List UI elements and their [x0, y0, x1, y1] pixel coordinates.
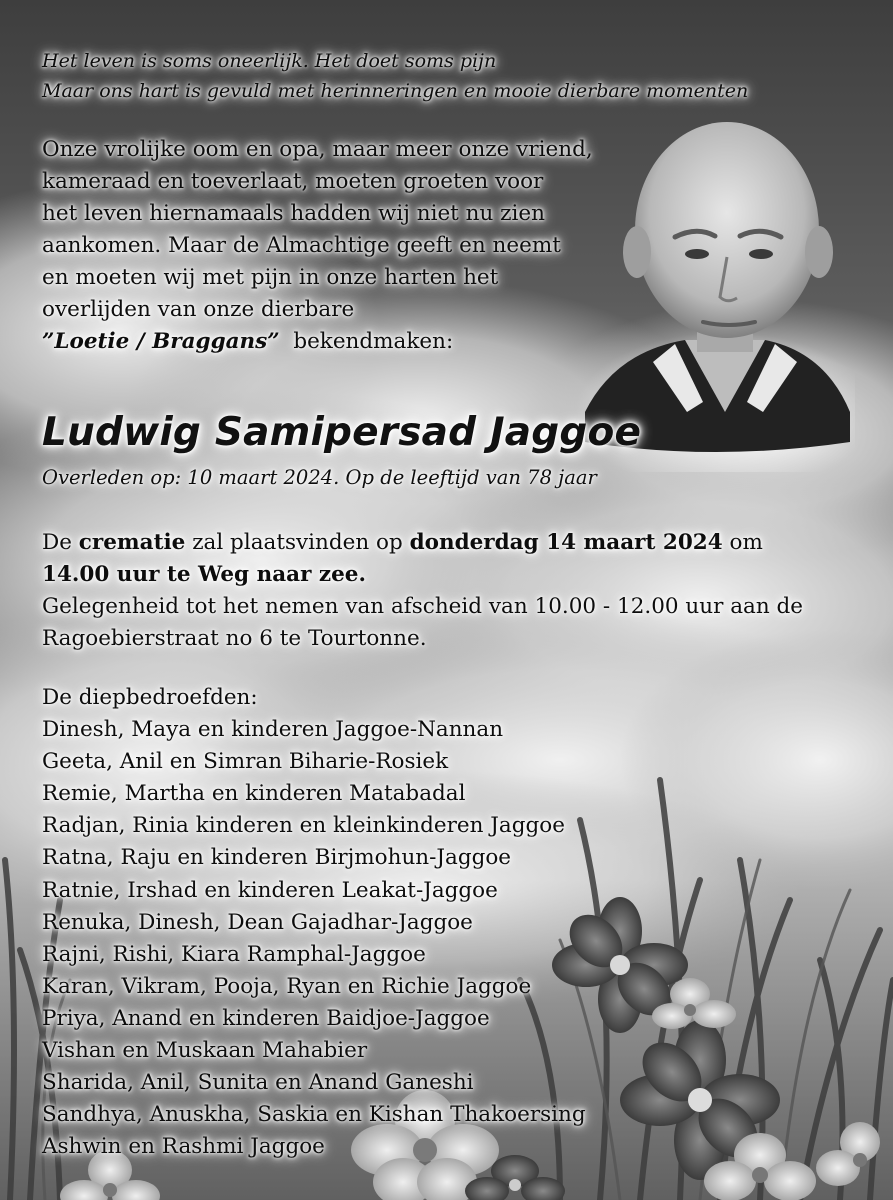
list-item: Remie, Martha en kinderen Matabadal — [42, 781, 466, 807]
intro-line: en moeten wij met pijn in onze harten het — [42, 265, 499, 290]
opening-poem — [42, 46, 802, 106]
intro-nickname-line — [42, 326, 602, 358]
list-item: Sharida, Anil, Sunita en Anand Ganeshi — [42, 1070, 474, 1096]
list-item: Radjan, Rinia kinderen en kleinkinderen Jaggoe — [42, 813, 565, 839]
list-item: Priya, Anand en kinderen Baidjoe-Jaggoe — [42, 1005, 490, 1031]
intro-line: overlijden van onze dierbare — [42, 297, 355, 322]
nickname-suffix: bekendmaken: — [293, 329, 454, 354]
cremation-bold: crematie — [78, 530, 186, 555]
list-item: Rajni, Rishi, Kiara Ramphal-Jaggoe — [42, 941, 426, 967]
list-item: Ratnie, Irshad en kinderen Leakat-Jaggoe — [42, 877, 498, 903]
cremation-line-1 — [42, 527, 862, 559]
cremation-line-2 — [42, 559, 862, 591]
deceased-name: Ludwig Samipersad Jaggoe — [42, 410, 642, 455]
cremation-text: De — [42, 530, 79, 555]
intro-line: aankomen. Maar de Almachtige geeft en neemt — [42, 233, 561, 258]
intro-line: kameraad en toeverlaat, moeten groeten voor — [42, 169, 544, 194]
mourners-heading: De diepbedroefden: — [42, 685, 258, 710]
mourners-list — [42, 682, 742, 1163]
list-item: Sandhya, Anuskha, Saskia en Kishan Thakoersing — [42, 1102, 586, 1128]
intro-paragraph — [42, 134, 602, 358]
farewell-line-1: Gelegenheid tot het nemen van afscheid van 10.00 - 12.00 uur aan de — [42, 594, 804, 619]
poem-line-2: Maar ons hart is gevuld met herinneringen en mooie dierbare momenten — [42, 80, 749, 102]
cremation-details — [42, 527, 862, 655]
death-date-line: Overleden op: 10 maart 2024. Op de leeftijd van 78 jaar — [42, 466, 597, 489]
list-item: Dinesh, Maya en kinderen Jaggoe-Nannan — [42, 717, 504, 743]
intro-line: Onze vrolijke oom en opa, maar meer onze vriend, — [42, 137, 593, 162]
cremation-time-place: 14.00 uur te Weg naar zee. — [42, 562, 366, 587]
list-item: Vishan en Muskaan Mahabier — [42, 1038, 368, 1064]
list-item: Ratna, Raju en kinderen Birjmohun-Jaggoe — [42, 845, 512, 871]
farewell-line-2: Ragoebierstraat no 6 te Tourtonne. — [42, 626, 427, 651]
list-item: Ashwin en Rashmi Jaggoe — [42, 1134, 325, 1160]
list-item: Geeta, Anil en Simran Biharie-Rosiek — [42, 749, 449, 775]
list-item: Karan, Vikram, Pooja, Ryan en Richie Jaggoe — [42, 973, 532, 999]
cremation-date: donderdag 14 maart 2024 — [409, 530, 723, 555]
intro-line: het leven hiernamaals hadden wij niet nu zien — [42, 201, 545, 226]
cremation-text: zal plaatsvinden op — [185, 530, 410, 555]
list-item: Renuka, Dinesh, Dean Gajadhar-Jaggoe — [42, 909, 473, 935]
cremation-text: om — [722, 530, 763, 555]
nickname: ”Loetie / Braggans” — [42, 329, 280, 354]
poem-line-1: Het leven is soms oneerlijk. Het doet soms pijn — [42, 50, 497, 72]
